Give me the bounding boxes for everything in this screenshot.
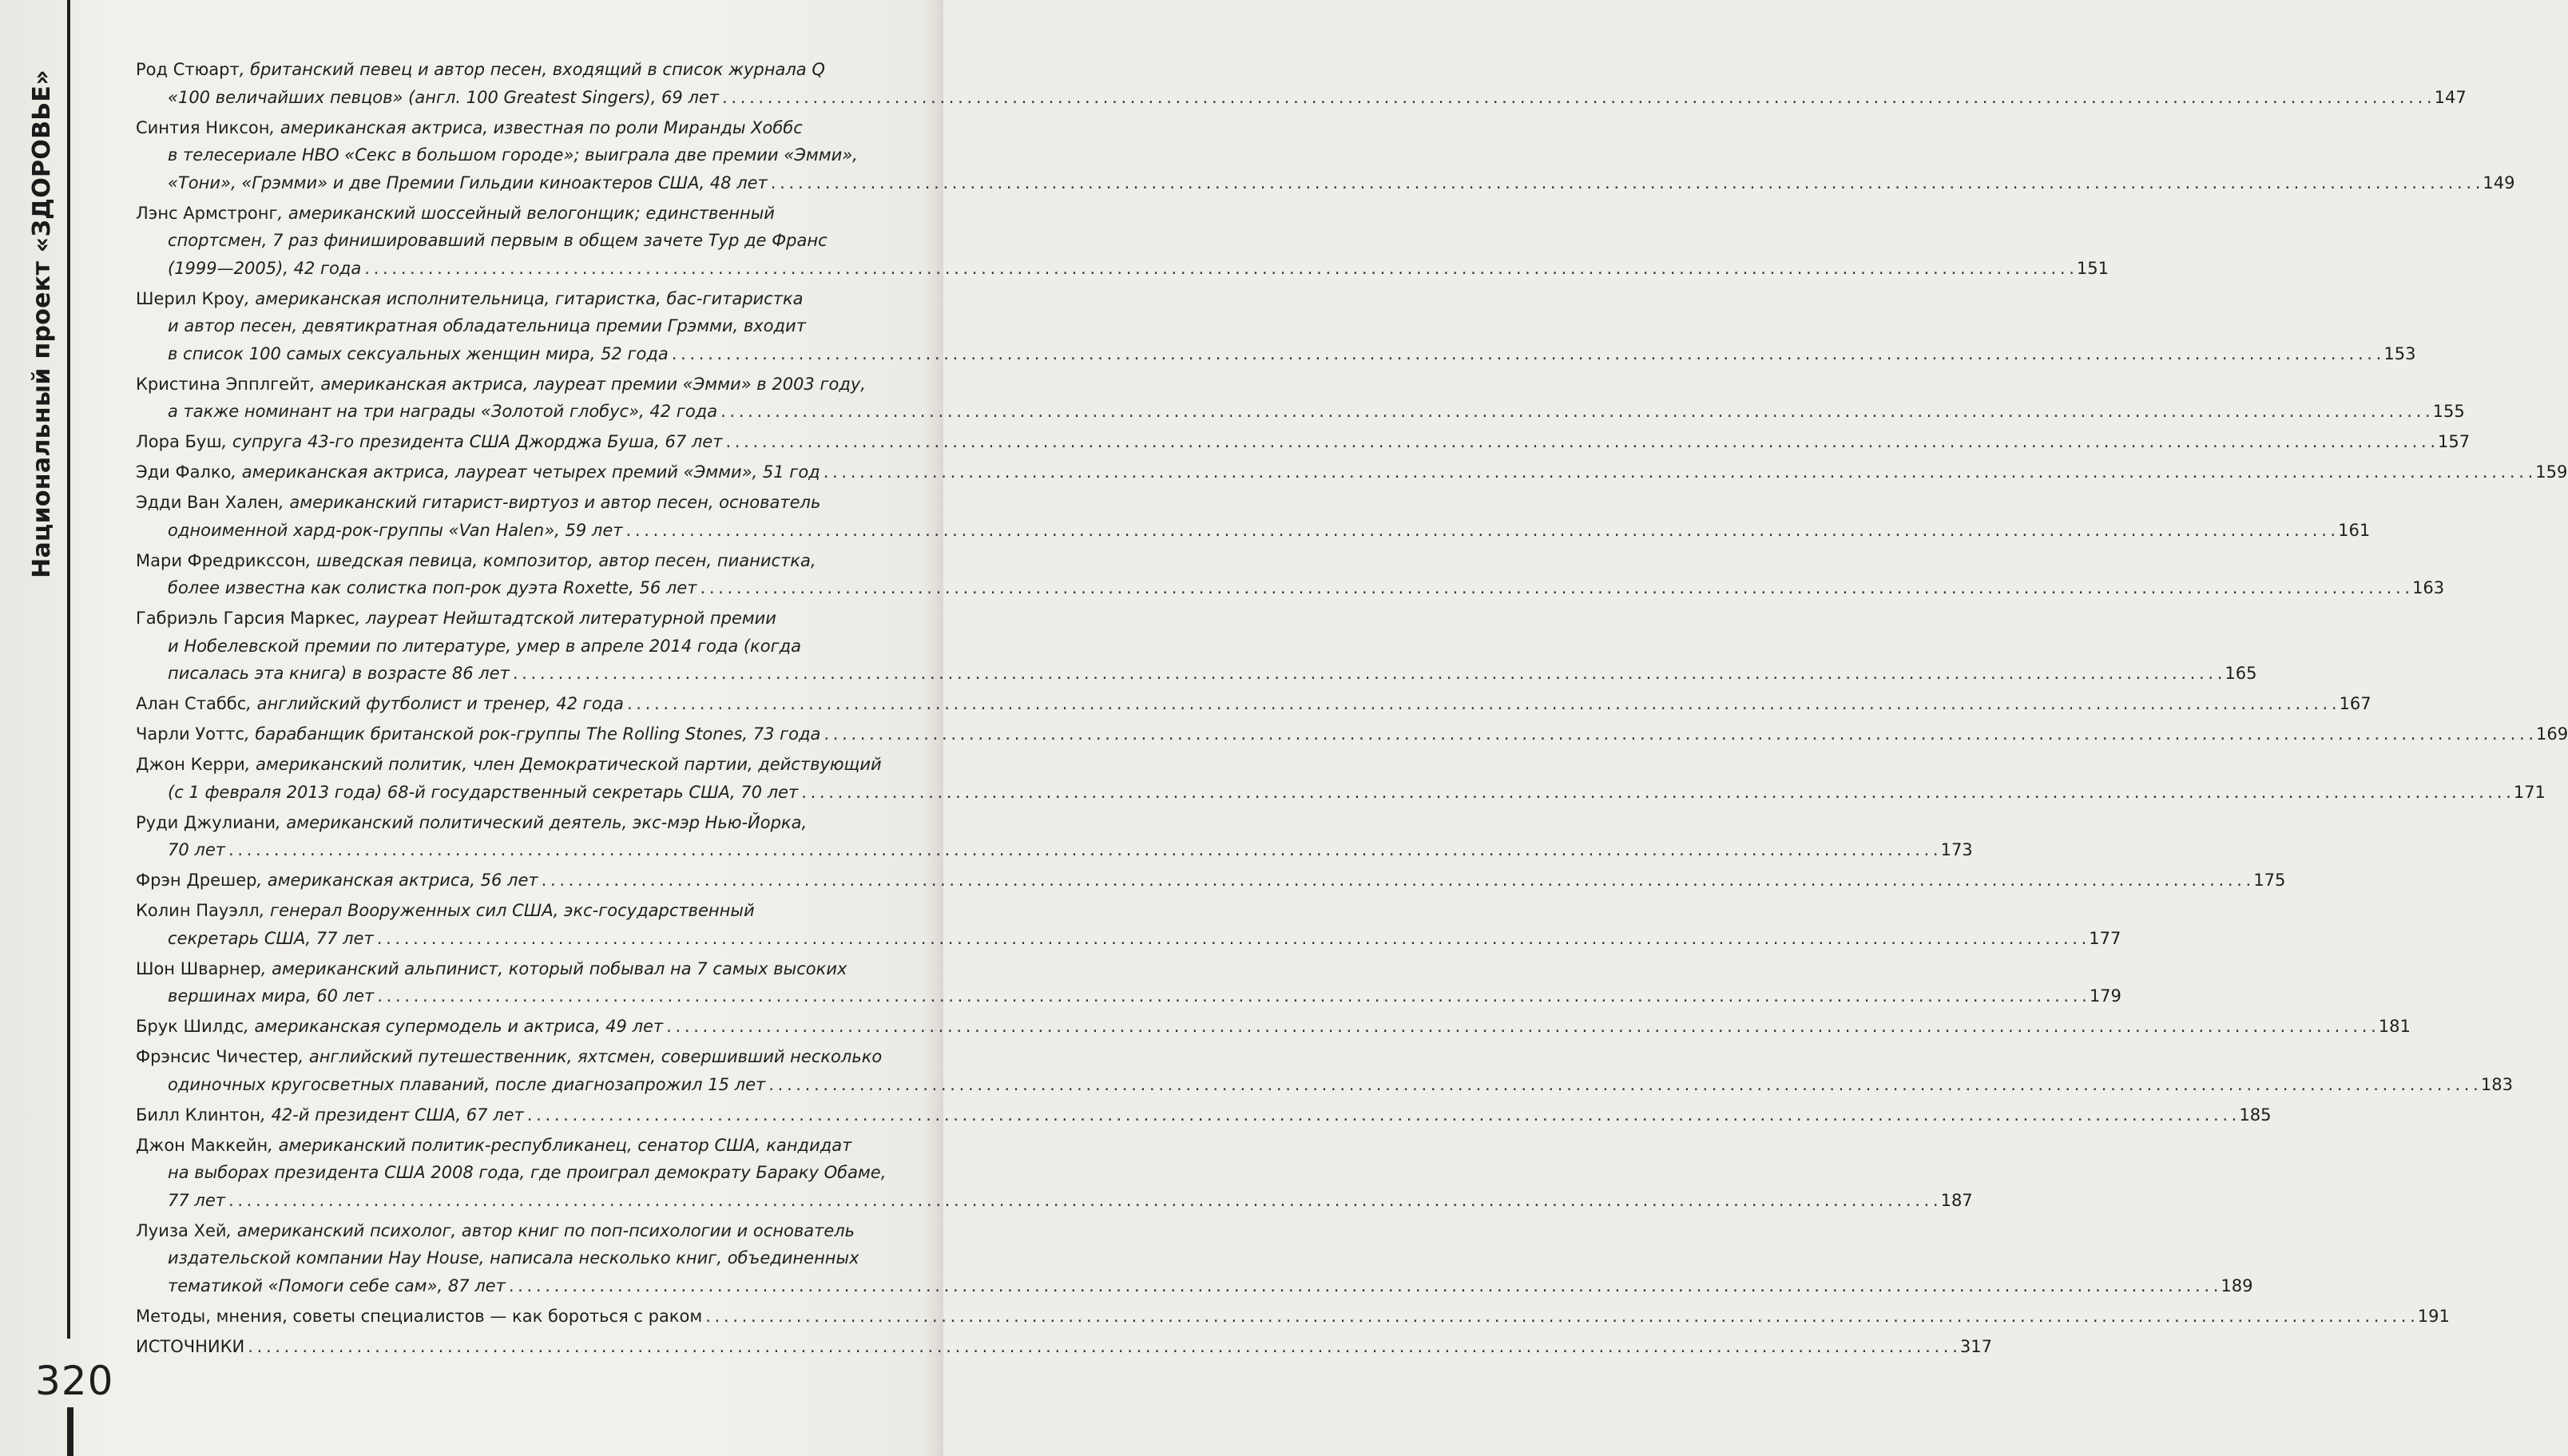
- dot-leader: [627, 690, 2336, 718]
- toc-entry-first-line: [136, 897, 915, 925]
- toc-entry-description: (1999—2005), 42 года: [168, 258, 362, 278]
- toc-entry: [136, 690, 2372, 718]
- toc-entry: [136, 605, 2257, 688]
- dot-leader: [768, 1075, 2478, 1094]
- toc-entry-last-line: [136, 169, 2515, 197]
- toc-entry-description: , американский политик-республиканец, сенатор США, кандидат: [268, 1135, 852, 1155]
- toc-entry-page: 183: [2480, 1074, 2513, 1094]
- toc-entry-page: 189: [2221, 1275, 2253, 1295]
- toc-entry-first-line: [136, 200, 915, 228]
- toc-entry: [136, 200, 2109, 283]
- toc-entry-description: тематикой «Помоги себе сам», 87 лет: [168, 1275, 506, 1295]
- toc-entry-last-line: [136, 340, 2416, 368]
- toc-entry-name: Джон Керри: [136, 755, 245, 774]
- toc-entry-continuation: [136, 227, 915, 255]
- toc-entry-continuation: [136, 1159, 915, 1187]
- toc-entry: [136, 1101, 2272, 1129]
- toc-entry-last-line: [136, 398, 2465, 426]
- toc-entry-name: Шон Шварнер: [136, 958, 261, 978]
- toc-entry-description: и автор песен, девятикратная обладательница премии Грэмми, входит: [168, 316, 806, 335]
- toc-entry-description: более известна как солистка поп-рок дуэта Roxette, 56 лет: [168, 578, 697, 597]
- toc-entry-description: одиночных кругосветных плаваний, после диагнозапрожил 15 лет: [168, 1074, 766, 1094]
- toc-entry-name: Фрэн Дрешер: [136, 871, 257, 890]
- toc-entry-name: Лэнс Армстронг: [136, 203, 278, 223]
- toc-entry: [136, 489, 2371, 544]
- toc-entry-last-line: [136, 779, 2546, 807]
- toc-entry: [136, 1333, 1992, 1361]
- toc-entry-description: спортсмен, 7 раз финишировавший первым в общем зачете Тур де Франс: [168, 231, 828, 250]
- toc-entry-page: 317: [1959, 1336, 1992, 1356]
- vertical-rule-upper: [67, 0, 70, 1339]
- toc-entry-name: Синтия Никсон: [136, 117, 270, 137]
- toc-entry: [136, 458, 2568, 486]
- toc-entry-first-line: [136, 547, 915, 575]
- toc-entry-name: Эди Фалко: [136, 462, 232, 482]
- toc-entry-page: 175: [2253, 871, 2286, 890]
- toc-entry-description: , американский политик, член Демократической партии, действующий: [244, 755, 882, 774]
- dot-leader: [228, 1191, 1938, 1210]
- toc-entry-continuation: [136, 141, 915, 169]
- dot-leader: [377, 929, 2086, 948]
- toc-entry-first-line: [136, 809, 915, 837]
- toc-entry-description: , американская актриса, лауреат премии «Эмми» в 2003 году,: [309, 374, 866, 394]
- toc-entry-last-line: [136, 1187, 1973, 1215]
- toc-entry-name: Колин Пауэлл: [136, 901, 260, 920]
- toc-entry-page: 173: [1940, 840, 1973, 859]
- toc-entry-description: секретарь США, 77 лет: [168, 928, 374, 948]
- toc-entry-description: , британский певец и автор песен, входящий в список журнала Q: [239, 60, 825, 79]
- toc-entry-name: Кристина Эпплгейт: [136, 374, 310, 394]
- toc-entry-last-line: [136, 255, 2109, 283]
- toc-entry-last-line: [136, 1071, 2513, 1099]
- toc-entry-description: , американская актриса, лауреат четырех премий «Эмми», 51 год: [231, 462, 820, 482]
- toc-entry-first-line: [136, 114, 915, 142]
- toc-entry-name: Алан Стаббс: [136, 694, 247, 713]
- toc-entry-last-line: [136, 1272, 2253, 1300]
- toc-entry-name: Эдди Ван Хален: [136, 493, 280, 512]
- vertical-rule-lower: [67, 1407, 73, 1456]
- toc-entry-name: Лора Буш: [136, 432, 222, 451]
- toc-entry-last-line: [136, 574, 2445, 602]
- toc-entry: [136, 720, 2568, 748]
- toc-entry-description: «Тони», «Грэмми» и две Премии Гильдии киноактеров США, 48 лет: [168, 173, 768, 192]
- toc-entry-name: ИСТОЧНИКИ: [136, 1336, 245, 1356]
- toc-entry-name: Брук Шилдс: [136, 1017, 244, 1036]
- toc-entry-description: писалась эта книга) в возрасте 86 лет: [168, 664, 510, 683]
- toc-entry: [136, 371, 2465, 426]
- toc-entry-description: , американская супермодель и актриса, 49 лет: [244, 1017, 664, 1036]
- dot-leader: [672, 344, 2381, 363]
- dot-leader: [720, 402, 2430, 421]
- toc-entry-last-line: [136, 517, 2371, 545]
- toc-entry-description: , английский футболист и тренер, 42 года: [246, 694, 624, 713]
- toc-entry-page: 151: [2076, 258, 2109, 278]
- toc-entry-description: , генерал Вооруженных сил США, экс-государственный: [259, 901, 755, 920]
- toc-entry: [136, 285, 2416, 368]
- toc-entry-first-line: [136, 720, 2568, 748]
- toc-entry-first-line: [136, 1132, 915, 1160]
- toc-entry-first-line: [136, 1043, 915, 1071]
- toc-entry-first-line: [136, 955, 915, 983]
- toc-entry: [136, 897, 2121, 952]
- toc-entry-description: , барабанщик британской рок-группы The Rolling Stones, 73 года: [244, 724, 821, 744]
- toc-entry-first-line: [136, 1333, 1992, 1361]
- toc-entry-name: Луиза Хей: [136, 1220, 227, 1240]
- dot-leader: [228, 840, 1938, 859]
- dot-leader: [542, 867, 2251, 895]
- toc-entry-description: (с 1 февраля 2013 года) 68-й государственный секретарь США, 70 лет: [168, 782, 799, 802]
- dot-leader: [705, 1303, 2415, 1331]
- toc-entry-page: 149: [2483, 173, 2515, 192]
- toc-entry-last-line: [136, 982, 2121, 1010]
- toc-entry-description: издательской компании Hay House, написала несколько книг, объединенных: [168, 1248, 859, 1268]
- toc-entry-first-line: [136, 605, 915, 633]
- toc-entry-page: 165: [2225, 664, 2257, 683]
- page-number: 320: [35, 1358, 114, 1404]
- dot-leader: [771, 173, 2480, 192]
- toc-entry-description: , английский путешественник, яхтсмен, совершивший несколько: [298, 1047, 883, 1066]
- toc-entry: [136, 1043, 2513, 1098]
- toc-entry: [136, 1013, 2411, 1041]
- toc-entry-name: Джон Маккейн: [136, 1135, 268, 1155]
- toc-entry-first-line: [136, 56, 915, 84]
- running-head: [18, 16, 65, 631]
- toc-entry-first-line: [136, 489, 915, 517]
- dot-leader: [626, 521, 2336, 540]
- toc-entry-page: 171: [2513, 782, 2546, 802]
- toc-entry-first-line: [136, 1013, 2411, 1041]
- toc-entry-first-line: [136, 1217, 915, 1245]
- toc-entry: [136, 56, 2467, 111]
- toc-entry-first-line: [136, 690, 2372, 718]
- toc-entry-name: Руди Джулиани: [136, 812, 276, 832]
- toc-entry-page: 159: [2535, 462, 2568, 482]
- toc-entry-first-line: [136, 867, 2286, 895]
- toc-entry-description: , американский психолог, автор книг по поп-психологии и основатель: [226, 1220, 855, 1240]
- toc-entry-name: Фрэнсис Чичестер: [136, 1047, 299, 1066]
- dot-leader: [509, 1276, 2218, 1295]
- toc-entry-page: 167: [2339, 694, 2372, 713]
- toc-entry-page: 155: [2432, 402, 2465, 421]
- toc-entry-last-line: [136, 925, 2121, 953]
- dot-leader: [377, 986, 2086, 1006]
- toc-entry-first-line: [136, 1303, 2450, 1331]
- toc-entry: [136, 1217, 2253, 1300]
- toc-entry-name: Габриэль Гарсия Маркес: [136, 609, 355, 628]
- toc-entry-description: , 42-й президент США, 67 лет: [260, 1105, 524, 1125]
- toc-entry-first-line: [136, 371, 915, 399]
- toc-entry-description: 77 лет: [168, 1190, 225, 1210]
- toc-entry-description: 70 лет: [168, 840, 225, 859]
- toc-entry-description: , американская актриса, известная по роли Миранды Хоббс: [269, 117, 803, 137]
- toc-entry: [136, 867, 2286, 895]
- toc-entry-page: 153: [2383, 343, 2416, 363]
- dot-leader: [527, 1101, 2237, 1129]
- toc-entry-description: , американская актриса, 56 лет: [256, 871, 538, 890]
- toc-entry-description: «100 величайших певцов» (англ. 100 Greatest Singers), 69 лет: [168, 87, 720, 107]
- toc-entry-first-line: [136, 1101, 2272, 1129]
- running-head-title: Национальный проект «ЗДОРОВЬЕ»: [27, 69, 56, 578]
- toc-entry: [136, 955, 2121, 1010]
- toc-entry-page: 163: [2412, 578, 2445, 597]
- toc-entry-page: 161: [2338, 520, 2371, 540]
- toc-entry-last-line: [136, 836, 1973, 864]
- toc-entry-description: а также номинант на три награды «Золотой глобус», 42 года: [168, 402, 718, 421]
- toc-entry-description: , американский политический деятель, экс-мэр Нью-Йорка,: [276, 812, 808, 832]
- toc-entry-last-line: [136, 660, 2257, 688]
- toc-entry: [136, 1132, 1973, 1215]
- toc-entry-continuation: [136, 633, 915, 661]
- dot-leader: [513, 664, 2222, 683]
- toc-entry-page: 177: [2089, 928, 2121, 948]
- dot-leader: [824, 458, 2533, 486]
- toc-entry-description: , американский шоссейный велогонщик; единственный: [277, 203, 775, 223]
- toc-entry-description: в список 100 самых сексуальных женщин мира, 52 года: [168, 343, 669, 363]
- dot-leader: [801, 783, 2510, 802]
- toc-entry-page: 191: [2417, 1306, 2450, 1326]
- toc-entry-description: в телесериале HBO «Секс в большом городе»; выиграла две премии «Эмми»,: [168, 145, 858, 165]
- toc-entry-description: одноименной хард-рок-группы «Van Halen», 59 лет: [168, 520, 623, 540]
- toc-entry-name: Род Стюарт: [136, 60, 240, 79]
- toc-entry: [136, 547, 2445, 602]
- toc-entry-last-line: [136, 84, 2467, 112]
- toc-entry-name: Билл Клинтон: [136, 1105, 261, 1125]
- toc-entry-page: 179: [2089, 986, 2121, 1006]
- toc-entry-page: 169: [2536, 724, 2568, 744]
- dot-leader: [725, 428, 2435, 456]
- toc-entry: [136, 428, 2471, 456]
- dot-leader: [722, 88, 2431, 107]
- toc-entry-description: , супруга 43-го президента США Джорджа Буша, 67 лет: [221, 432, 723, 451]
- toc-entry-description: вершинах мира, 60 лет: [168, 986, 375, 1006]
- toc-entry-page: 181: [2378, 1017, 2411, 1036]
- dot-leader: [248, 1333, 1957, 1361]
- dot-leader: [700, 578, 2409, 597]
- toc-entry-page: 147: [2434, 87, 2467, 107]
- toc-entry: [136, 1303, 2450, 1331]
- toc-entry-first-line: [136, 285, 915, 313]
- toc-entry-name: Шерил Кроу: [136, 288, 244, 308]
- toc-entry: [136, 751, 2546, 806]
- toc-entry-description: , шведская певица, композитор, автор песен, пианистка,: [305, 550, 816, 570]
- table-of-contents: [136, 56, 2568, 1363]
- toc-entry-description: на выборах президента США 2008 года, где проиграл демократу Бараку Обаме,: [168, 1163, 887, 1182]
- toc-entry-name: Чарли Уоттс: [136, 724, 244, 744]
- toc-entry: [136, 809, 1973, 864]
- toc-entry-page: 185: [2239, 1105, 2272, 1125]
- dot-leader: [364, 259, 2074, 278]
- toc-entry-name: Методы, мнения, советы специалистов — как бороться с раком: [136, 1306, 703, 1326]
- toc-entry-description: и Нобелевской премии по литературе, умер в апреле 2014 года (когда: [168, 636, 802, 656]
- toc-entry-first-line: [136, 428, 2471, 456]
- toc-entry-description: , лауреат Нейштадтской литературной премии: [355, 609, 776, 628]
- toc-entry-first-line: [136, 751, 915, 779]
- toc-entry-description: , американский гитарист-виртуоз и автор песен, основатель: [279, 493, 821, 512]
- toc-entry-name: Мари Фредрикссон: [136, 550, 306, 570]
- toc-entry: [136, 114, 2515, 197]
- toc-entry-description: , американская исполнительница, гитаристка, бас-гитаристка: [244, 288, 804, 308]
- toc-entry-continuation: [136, 312, 915, 340]
- dot-leader: [824, 720, 2533, 748]
- toc-entry-page: 187: [1940, 1190, 1973, 1210]
- toc-entry-description: , американский альпинист, который побывал на 7 самых высоких: [260, 958, 847, 978]
- toc-entry-continuation: [136, 1244, 915, 1272]
- toc-entry-page: 157: [2438, 432, 2471, 451]
- dot-leader: [666, 1013, 2375, 1041]
- toc-entry-first-line: [136, 458, 2568, 486]
